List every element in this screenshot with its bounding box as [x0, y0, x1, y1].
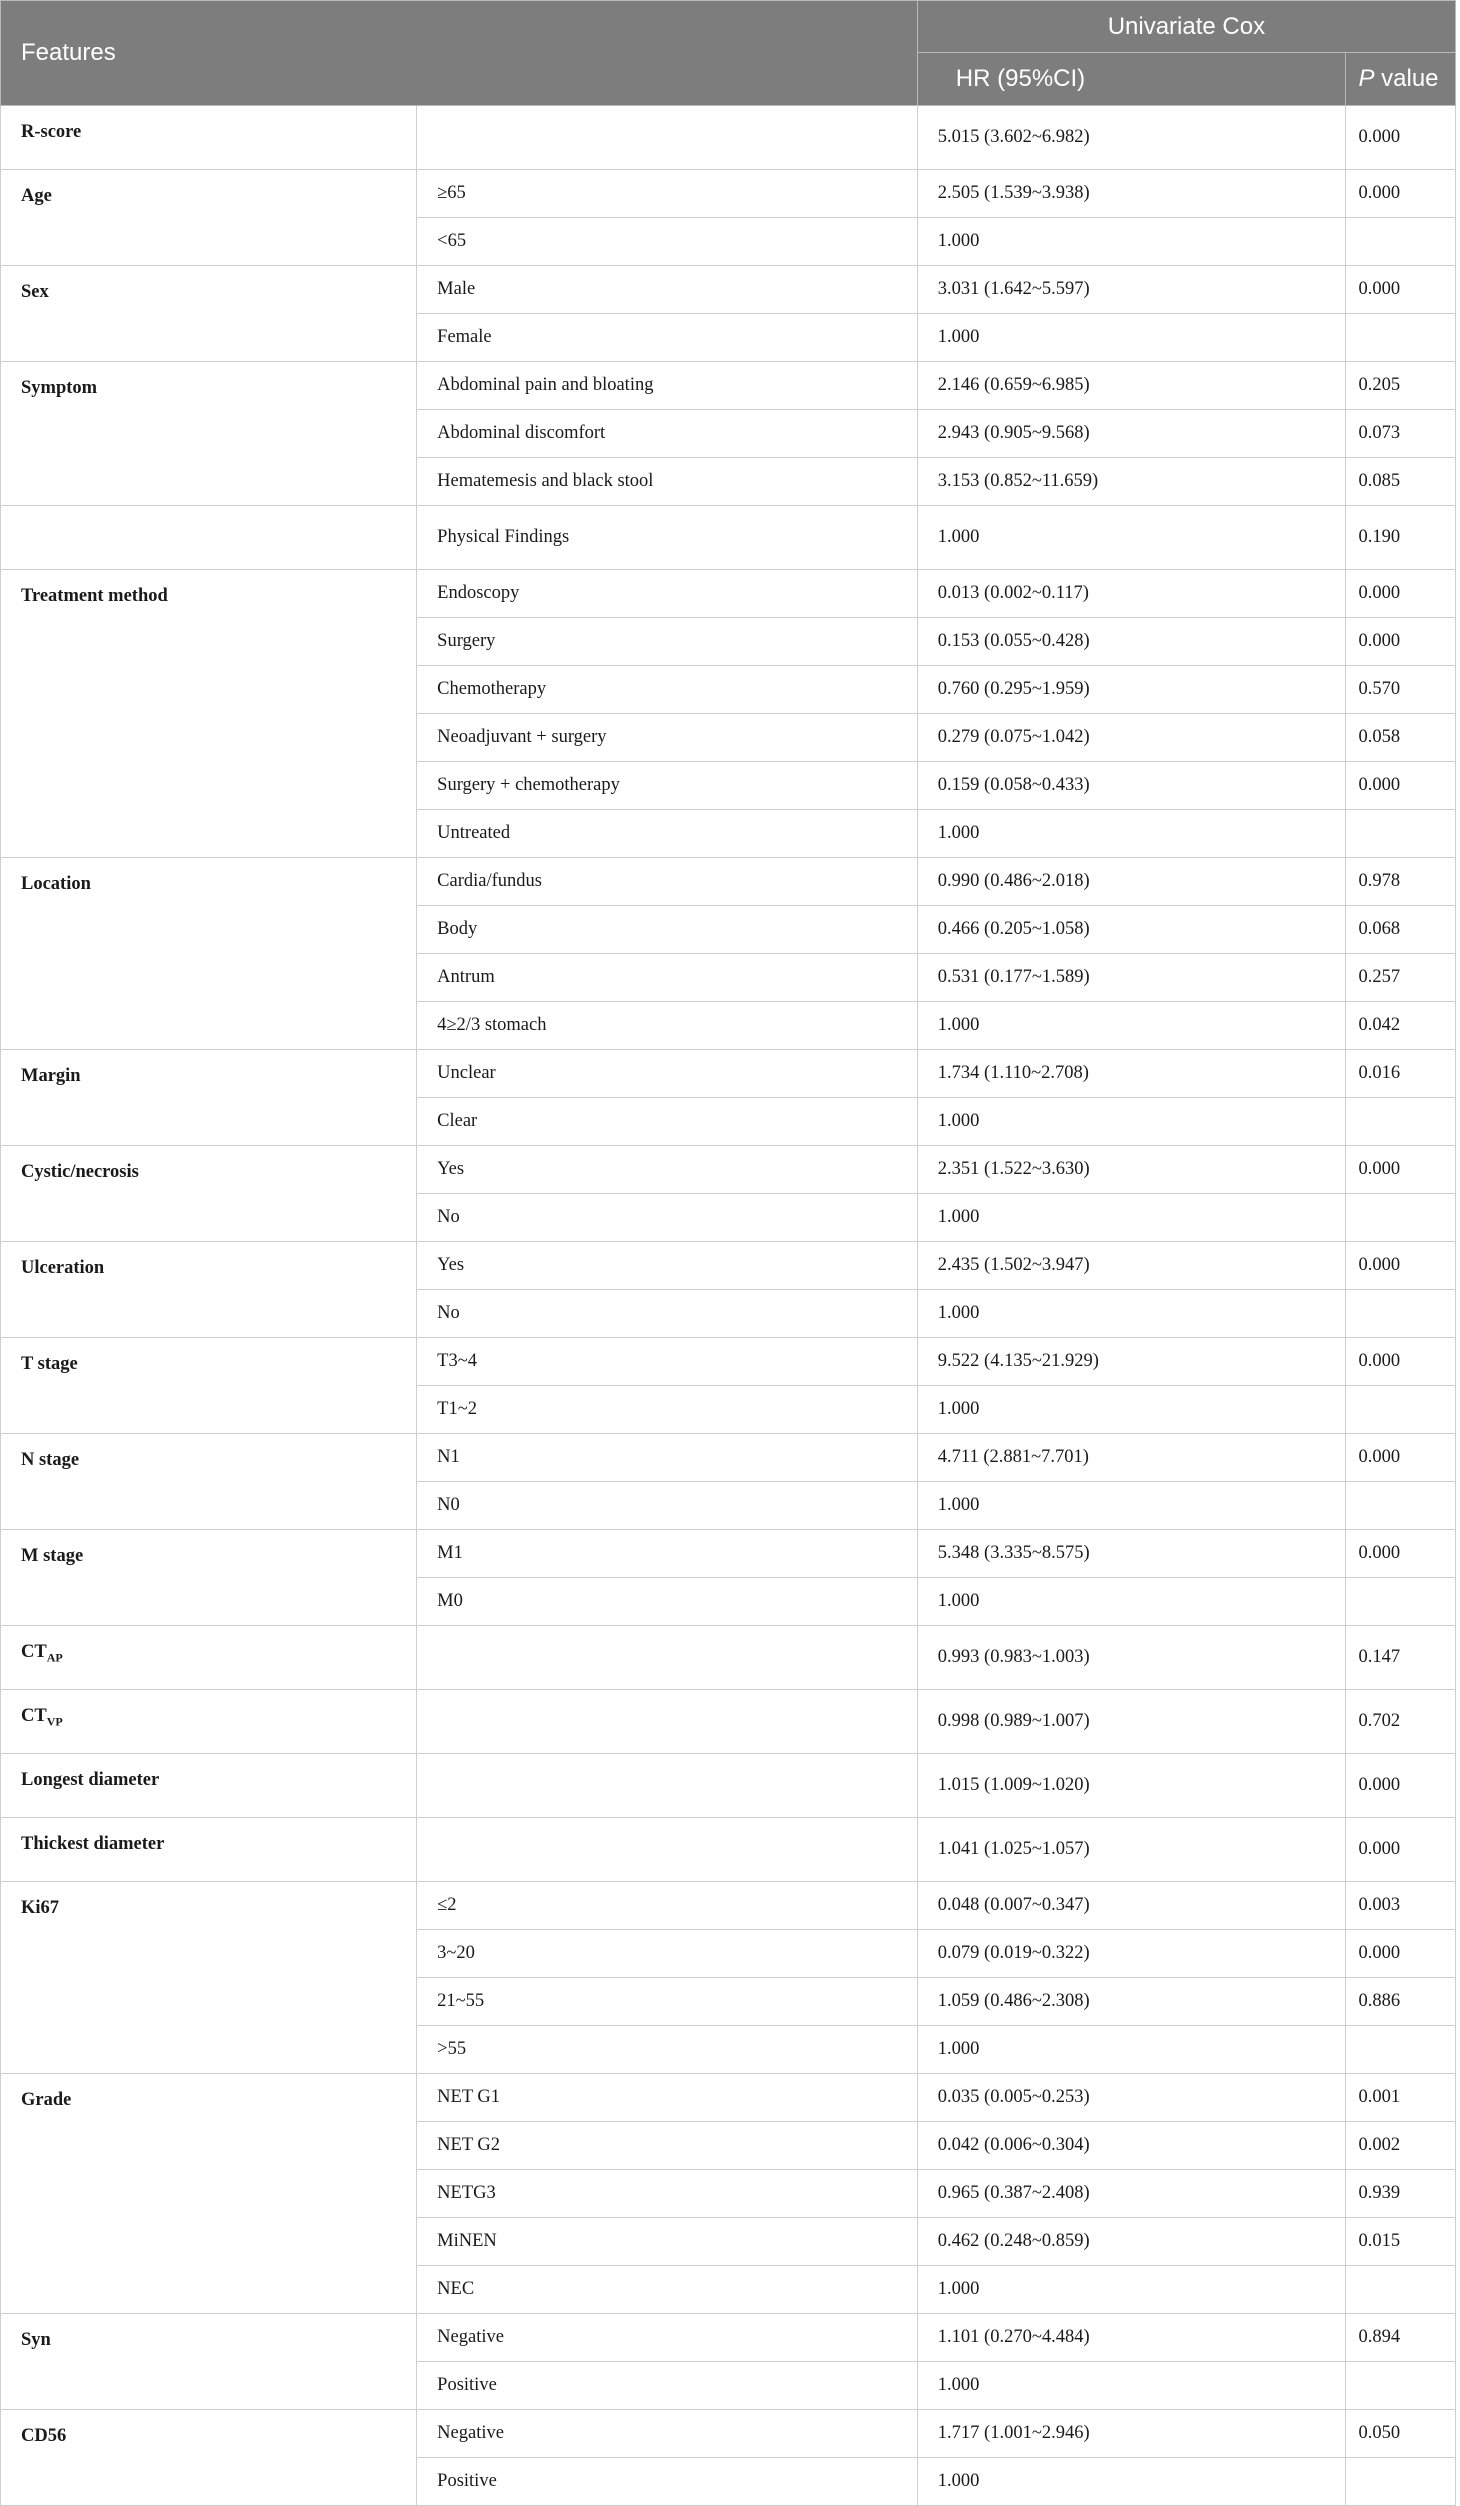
hr-cell: 1.000 [917, 2026, 1346, 2074]
hr-cell: 2.435 (1.502~3.947) [917, 1242, 1346, 1290]
hr-cell: 1.000 [917, 1002, 1346, 1050]
hr-cell: 2.943 (0.905~9.568) [917, 410, 1346, 458]
hr-cell: 1.059 (0.486~2.308) [917, 1978, 1346, 2026]
hr-cell: 1.015 (1.009~1.020) [917, 1754, 1346, 1818]
feature-cell [1, 858, 417, 1050]
p-value-cell: 0.570 [1346, 666, 1456, 714]
level-cell [417, 1818, 918, 1882]
level-cell: 21~55 [417, 1978, 918, 2026]
hr-cell: 0.993 (0.983~1.003) [917, 1626, 1346, 1690]
table-header [1, 1, 1456, 106]
p-value-cell: 0.000 [1346, 1434, 1456, 1482]
p-value-cell: 0.886 [1346, 1978, 1456, 2026]
feature-name: Longest diameter [21, 1770, 160, 1790]
p-value-cell: 0.073 [1346, 410, 1456, 458]
feature-name: Margin [21, 1066, 81, 1086]
feature-name: Location [21, 874, 91, 894]
p-value-cell [1346, 2026, 1456, 2074]
feature-cell [1, 1754, 417, 1818]
hr-cell: 0.279 (0.075~1.042) [917, 714, 1346, 762]
feature-cell [1, 1626, 417, 1690]
hr-cell: 1.000 [917, 1290, 1346, 1338]
p-value-cell: 0.085 [1346, 458, 1456, 506]
level-cell: Male [417, 266, 918, 314]
hr-cell: 1.000 [917, 1098, 1346, 1146]
table-row [1, 858, 1456, 906]
level-cell: Abdominal pain and bloating [417, 362, 918, 410]
hr-cell: 0.079 (0.019~0.322) [917, 1930, 1346, 1978]
p-value-cell: 0.939 [1346, 2170, 1456, 2218]
table-row [1, 106, 1456, 170]
hr-cell: 1.000 [917, 2362, 1346, 2410]
level-cell: Cardia/fundus [417, 858, 918, 906]
feature-name: M stage [21, 1546, 84, 1566]
hr-cell: 1.000 [917, 2266, 1346, 2314]
p-value-cell: 0.000 [1346, 570, 1456, 618]
hr-cell: 0.531 (0.177~1.589) [917, 954, 1346, 1002]
p-value-cell: 0.001 [1346, 2074, 1456, 2122]
level-cell: No [417, 1290, 918, 1338]
hr-cell: 3.031 (1.642~5.597) [917, 266, 1346, 314]
level-cell: NET G1 [417, 2074, 918, 2122]
hr-cell: 1.000 [917, 1386, 1346, 1434]
feature-name: Syn [21, 2330, 51, 2350]
level-cell: Antrum [417, 954, 918, 1002]
table-body [1, 106, 1456, 2506]
hr-cell: 1.000 [917, 314, 1346, 362]
feature-cell [1, 266, 417, 362]
feature-subscript: VP [46, 1714, 63, 1729]
hr-cell: 3.153 (0.852~11.659) [917, 458, 1346, 506]
feature-name: Sex [21, 282, 49, 302]
level-cell: M0 [417, 1578, 918, 1626]
hr-cell: 0.760 (0.295~1.959) [917, 666, 1346, 714]
feature-cell [1, 1146, 417, 1242]
level-cell [417, 1626, 918, 1690]
feature-cell [1, 1818, 417, 1882]
feature-cell [1, 106, 417, 170]
feature-cell [1, 1690, 417, 1754]
p-value-cell [1346, 314, 1456, 362]
level-cell: N0 [417, 1482, 918, 1530]
hr-cell: 4.711 (2.881~7.701) [917, 1434, 1346, 1482]
level-cell [417, 1754, 918, 1818]
level-cell: Body [417, 906, 918, 954]
level-cell: Untreated [417, 810, 918, 858]
p-value-cell: 0.205 [1346, 362, 1456, 410]
feature-cell [1, 2314, 417, 2410]
table-row [1, 1626, 1456, 1690]
level-cell [417, 1690, 918, 1754]
feature-cell [1, 170, 417, 266]
p-value-cell: 0.000 [1346, 170, 1456, 218]
level-cell: No [417, 1194, 918, 1242]
feature-cell [1, 1882, 417, 2074]
p-value-cell: 0.002 [1346, 2122, 1456, 2170]
feature-name: N stage [21, 1450, 80, 1470]
hr-cell: 0.998 (0.989~1.007) [917, 1690, 1346, 1754]
table-row [1, 1754, 1456, 1818]
level-cell: Physical Findings [417, 506, 918, 570]
level-cell: NET G2 [417, 2122, 918, 2170]
p-value-cell: 0.147 [1346, 1626, 1456, 1690]
level-cell: ≤2 [417, 1882, 918, 1930]
hr-cell: 0.013 (0.002~0.117) [917, 570, 1346, 618]
hr-cell: 1.734 (1.110~2.708) [917, 1050, 1346, 1098]
table-row [1, 1242, 1456, 1290]
p-value-cell [1346, 1386, 1456, 1434]
level-cell: Yes [417, 1146, 918, 1194]
hr-cell: 5.348 (3.335~8.575) [917, 1530, 1346, 1578]
p-value-cell: 0.000 [1346, 1530, 1456, 1578]
level-cell: M1 [417, 1530, 918, 1578]
level-cell: MiNEN [417, 2218, 918, 2266]
feature-name: Symptom [21, 378, 98, 398]
level-cell: ≥65 [417, 170, 918, 218]
table-row [1, 2410, 1456, 2458]
hr-cell: 1.101 (0.270~4.484) [917, 2314, 1346, 2362]
p-value-cell [1346, 1194, 1456, 1242]
p-value-cell: 0.058 [1346, 714, 1456, 762]
features-header: Features [1, 1, 918, 106]
table-row [1, 570, 1456, 618]
p-value-cell [1346, 2362, 1456, 2410]
hr-cell: 1.000 [917, 506, 1346, 570]
level-cell: <65 [417, 218, 918, 266]
p-value-cell: 0.016 [1346, 1050, 1456, 1098]
feature-cell [1, 362, 417, 506]
feature-name: CD56 [21, 2426, 67, 2446]
feature-cell [1, 506, 417, 570]
level-cell: Unclear [417, 1050, 918, 1098]
level-cell: Female [417, 314, 918, 362]
hr-cell: 0.466 (0.205~1.058) [917, 906, 1346, 954]
table-row [1, 1434, 1456, 1482]
p-value-cell: 0.000 [1346, 1338, 1456, 1386]
p-value-cell: 0.894 [1346, 2314, 1456, 2362]
p-value-cell: 0.068 [1346, 906, 1456, 954]
feature-name: Ulceration [21, 1258, 105, 1278]
level-cell: Abdominal discomfort [417, 410, 918, 458]
feature-name: Grade [21, 2090, 72, 2110]
hr-cell: 2.146 (0.659~6.985) [917, 362, 1346, 410]
level-cell: Yes [417, 1242, 918, 1290]
level-cell: Negative [417, 2410, 918, 2458]
p-value-cell: 0.042 [1346, 1002, 1456, 1050]
hr-cell: 2.351 (1.522~3.630) [917, 1146, 1346, 1194]
feature-name: Age [21, 186, 52, 206]
level-cell [417, 106, 918, 170]
p-value-cell: 0.000 [1346, 266, 1456, 314]
hr-cell: 5.015 (3.602~6.982) [917, 106, 1346, 170]
hr-cell: 1.041 (1.025~1.057) [917, 1818, 1346, 1882]
table-row [1, 1882, 1456, 1930]
hr-cell: 0.048 (0.007~0.347) [917, 1882, 1346, 1930]
table-row [1, 362, 1456, 410]
feature-name: CT [21, 1706, 47, 1726]
feature-name: R-score [21, 122, 82, 142]
feature-cell [1, 1050, 417, 1146]
p-value-cell [1346, 1290, 1456, 1338]
p-italic: P [1358, 65, 1375, 92]
p-value-cell [1346, 1578, 1456, 1626]
hr-cell: 0.042 (0.006~0.304) [917, 2122, 1346, 2170]
feature-name: Thickest diameter [21, 1834, 165, 1854]
level-cell: Positive [417, 2458, 918, 2506]
p-value-cell: 0.000 [1346, 106, 1456, 170]
feature-subscript: AP [46, 1650, 63, 1665]
feature-cell [1, 570, 417, 858]
hr-cell: 9.522 (4.135~21.929) [917, 1338, 1346, 1386]
p-value-cell: 0.257 [1346, 954, 1456, 1002]
hr-cell: 1.000 [917, 218, 1346, 266]
p-value-cell [1346, 2458, 1456, 2506]
level-cell: 3~20 [417, 1930, 918, 1978]
level-cell: Positive [417, 2362, 918, 2410]
p-value-cell: 0.000 [1346, 1930, 1456, 1978]
level-cell: Surgery [417, 618, 918, 666]
table-row [1, 1146, 1456, 1194]
hr-cell: 0.965 (0.387~2.408) [917, 2170, 1346, 2218]
level-cell: T3~4 [417, 1338, 918, 1386]
hr-cell: 2.505 (1.539~3.938) [917, 170, 1346, 218]
feature-name: Treatment method [21, 586, 168, 606]
p-value-cell: 0.050 [1346, 2410, 1456, 2458]
table-row [1, 506, 1456, 570]
p-value-cell: 0.190 [1346, 506, 1456, 570]
level-cell: Endoscopy [417, 570, 918, 618]
level-cell: NETG3 [417, 2170, 918, 2218]
hr-cell: 1.717 (1.001~2.946) [917, 2410, 1346, 2458]
p-value-rest: value [1374, 65, 1439, 92]
p-value-cell: 0.000 [1346, 1754, 1456, 1818]
p-value-cell: 0.000 [1346, 1818, 1456, 1882]
p-value-cell: 0.978 [1346, 858, 1456, 906]
level-cell: 4≥2/3 stomach [417, 1002, 918, 1050]
feature-name: Cystic/necrosis [21, 1162, 139, 1182]
hr-cell: 1.000 [917, 810, 1346, 858]
table-row [1, 2074, 1456, 2122]
hr-cell: 1.000 [917, 1194, 1346, 1242]
hr-cell: 0.035 (0.005~0.253) [917, 2074, 1346, 2122]
table-row [1, 1690, 1456, 1754]
feature-cell [1, 1242, 417, 1338]
table-row [1, 266, 1456, 314]
table-row [1, 1530, 1456, 1578]
feature-name: Ki67 [21, 1898, 60, 1918]
level-cell: NEC [417, 2266, 918, 2314]
feature-cell [1, 1434, 417, 1530]
feature-cell [1, 2074, 417, 2314]
level-cell: Surgery + chemotherapy [417, 762, 918, 810]
p-value-cell [1346, 218, 1456, 266]
p-value-header [1346, 53, 1456, 106]
hr-cell: 1.000 [917, 1482, 1346, 1530]
hr-cell: 0.159 (0.058~0.433) [917, 762, 1346, 810]
feature-cell [1, 2410, 417, 2506]
hr-cell: 0.153 (0.055~0.428) [917, 618, 1346, 666]
p-value-cell [1346, 810, 1456, 858]
feature-name: T stage [21, 1354, 78, 1374]
p-value-cell: 0.000 [1346, 1242, 1456, 1290]
level-cell: Chemotherapy [417, 666, 918, 714]
p-value-cell: 0.015 [1346, 2218, 1456, 2266]
p-value-cell: 0.000 [1346, 1146, 1456, 1194]
p-value-cell: 0.000 [1346, 618, 1456, 666]
p-value-cell [1346, 1482, 1456, 1530]
level-cell: Negative [417, 2314, 918, 2362]
level-cell: Neoadjuvant + surgery [417, 714, 918, 762]
table-row [1, 2314, 1456, 2362]
p-value-cell: 0.702 [1346, 1690, 1456, 1754]
table-row [1, 1818, 1456, 1882]
p-value-cell: 0.000 [1346, 762, 1456, 810]
table-row [1, 1050, 1456, 1098]
p-value-cell: 0.003 [1346, 1882, 1456, 1930]
level-cell: Clear [417, 1098, 918, 1146]
table-row [1, 170, 1456, 218]
level-cell: T1~2 [417, 1386, 918, 1434]
level-cell: Hematemesis and black stool [417, 458, 918, 506]
table-row [1, 1338, 1456, 1386]
hr-cell: 0.990 (0.486~2.018) [917, 858, 1346, 906]
univariate-cox-header: Univariate Cox [917, 1, 1455, 53]
hr-header: HR (95%CI) [917, 53, 1346, 106]
p-value-cell [1346, 2266, 1456, 2314]
feature-cell [1, 1338, 417, 1434]
level-cell: N1 [417, 1434, 918, 1482]
hr-cell: 1.000 [917, 2458, 1346, 2506]
feature-cell [1, 1530, 417, 1626]
level-cell: >55 [417, 2026, 918, 2074]
p-value-cell [1346, 1098, 1456, 1146]
hr-cell: 0.462 (0.248~0.859) [917, 2218, 1346, 2266]
feature-name: CT [21, 1642, 47, 1662]
hr-cell: 1.000 [917, 1578, 1346, 1626]
